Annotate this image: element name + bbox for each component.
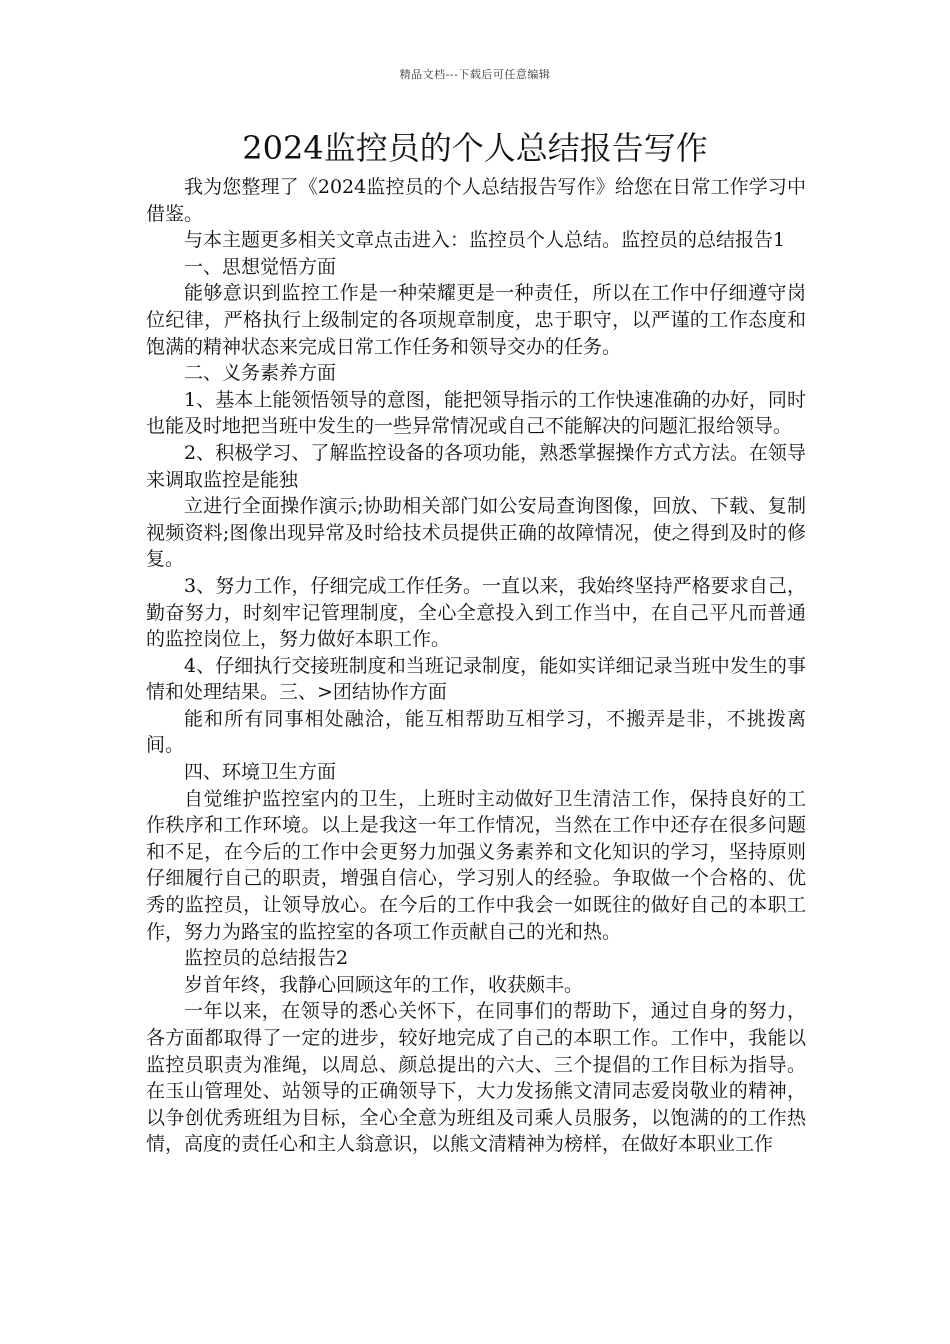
paragraph: 岁首年终，我静心回顾这年的工作，收获颇丰。: [184, 973, 584, 996]
paragraph: 2、积极学习、了解监控设备的各项功能，熟悉掌握操作方式方法。在领导来调取监控是能独: [146, 441, 806, 491]
paragraph: 能和所有同事相处融洽，能互相帮助互相学习，不搬弄是非，不挑拨离间。: [146, 707, 806, 757]
section-heading: 二、义务素养方面: [184, 362, 337, 385]
paragraph: 一年以来，在领导的悉心关怀下，在同事们的帮助下，通过自身的努力，各方面都取得了一定的进步，较好地完成了自己的本职工作。工作中，我能以监控员职责为准绳，以周总、颜总提出的六大、三个提倡的工作目标为指导。在玉山管理处、站领导的正确领导下，大力发扬熊文清同志爱岗敬业的精神，以争创优秀班组为目标，全心全意为班组及司乘人员服务，以饱满的的工作热情，高度的责任心和主人翁意识，以熊文清精神为榜样，在做好本职业工作: [146, 1000, 806, 1156]
paragraph: 与本主题更多相关文章点击进入：监控员个人总结。监控员的总结报告1: [184, 229, 786, 252]
paragraph: 我为您整理了《2024监控员的个人总结报告写作》给您在日常工作学习中借鉴。: [146, 176, 806, 225]
paragraph: 4、仔细执行交接班制度和当班记录制度，能如实详细记录当班中发生的事情和处理结果。三、>团结协作方面: [146, 654, 806, 704]
section-heading: 一、思想觉悟方面: [184, 255, 337, 278]
paragraph: 自觉维护监控室内的卫生，上班时主动做好卫生清洁工作，保持良好的工作秩序和工作环境。以上是我这一年工作情况，当然在工作中还存在很多问题和不足，在今后的工作中会更努力加强义务素养和文化知识的学习，坚持原则仔细履行自己的职责，增强自信心，学习别人的经验。争取做一个合格的、优秀的监控员，让领导放心。在今后的工作中我会一如既往的做好自己的本职工作，努力为路宝的监控室的各项工作贡献自己的光和热。: [146, 787, 806, 943]
paragraph: 3、努力工作，仔细完成工作任务。一直以来，我始终坚持严格要求自己，勤奋努力，时刻牢记管理制度，全心全意投入到工作当中，在自己平凡而普通的监控岗位上，努力做好本职工作。: [146, 574, 806, 651]
paragraph: 能够意识到监控工作是一种荣耀更是一种责任，所以在工作中仔细遵守岗位纪律，严格执行上级制定的各项规章制度，忠于职守，以严谨的工作态度和饱满的精神状态来完成日常工作任务和领导交办的任务。: [146, 282, 806, 358]
paragraph: 1、基本上能领悟领导的意图，能把领导指示的工作快速准确的办好，同时也能及时地把当班中发生的一些异常情况或自己不能解决的问题汇报给领导。: [146, 388, 806, 438]
section-heading: 监控员的总结报告2: [184, 947, 349, 970]
section-heading: 四、环境卫生方面: [184, 761, 337, 784]
paragraph: 立进行全面操作演示;协助相关部门如公安局查询图像，回放、下载、复制视频资料;图像出现异常及时给技术员提供正确的故障情况，使之得到及时的修复。: [146, 495, 806, 571]
document-body: [146, 174, 806, 1158]
page-header-watermark: 精品文档---下载后可任意编辑: [399, 68, 551, 81]
document-title: 2024监控员的个人总结报告写作: [242, 129, 708, 167]
